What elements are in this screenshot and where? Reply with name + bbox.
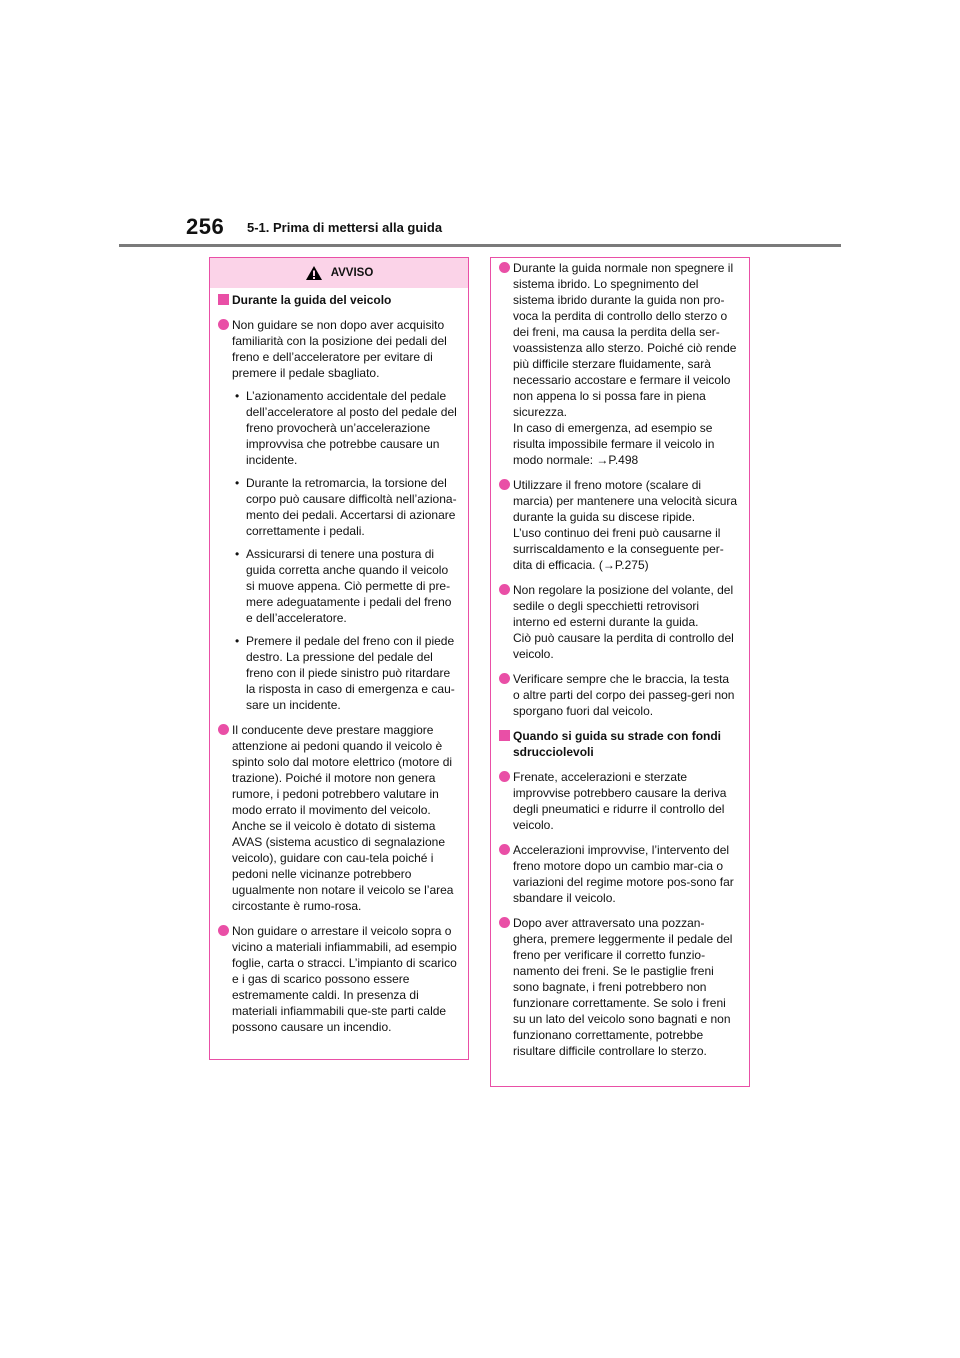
round-bullet-icon (499, 917, 510, 928)
round-bullet-icon (499, 673, 510, 684)
section-heading: Quando si guida su strade con fondi sdrucciolevoli (499, 728, 738, 760)
warning-title: AVVISO (330, 267, 374, 279)
list-item: Non regolare la posizione del volante, del sedile o degli specchietti retrovisori interno ed esterni durante la guida. Ciò può causare la perdita di controllo del veicolo. (499, 582, 738, 662)
round-bullet-icon (499, 262, 510, 273)
list-item: Utilizzare il freno motore (scalare di marcia) per mantenere una velocità sicura durante la guida su discese ripide. L’uso continuo dei freni può causarne il surriscaldamento e la conseguente per-dita di efficacia. (→P.275) (499, 477, 738, 573)
round-bullet-icon (218, 925, 229, 936)
list-item: Dopo aver attraversato una pozzan-ghera, premere leggermente il pedale del freno per verificare il corretto funzio-namento dei freni. Se le pastiglie freni sono bagnate, i freni potrebbero non funzionare correttamente. Se solo i freni su un lato del veicolo sono bagnati e non funzionano correttamente, potrebbe risultare difficile controllare lo sterzo. (499, 915, 738, 1059)
sub-item: • L’azionamento accidentale del pedale dell’acceleratore al posto del pedale del freno provocherà un’accelerazione improvvisa che potrebbe causare un incidente. (235, 389, 457, 467)
list-item: Durante la guida normale non spegnere il sistema ibrido. Lo spegnimento del sistema ibrido durante la guida non pro-voca la perdita di controllo dello sterzo o dei freni, ma causa la perdita della ser-voassistenza allo sterzo. Poiché ciò rende più difficile sterzare fluidamente, sarà necessario accostare e fermare il veicolo non appena lo si possa fare in piena sicurezza. In caso di emergenza, ad esempio se risulta impossibile fermare il veicolo in modo normale: →P.498 (499, 260, 738, 468)
list-item: Verificare sempre che le braccia, la testa o altre parti del corpo dei passeg-geri non sporgano fuori dal veicolo. (499, 671, 738, 719)
warning-box-right (490, 257, 750, 1087)
sub-item: • Assicurarsi di tenere una postura di guida corretta anche quando il veicolo si muove appena. Ciò permette di pre-mere adeguatamente i pedali del freno e dell’acceleratore. (235, 547, 452, 625)
warning-content-right (491, 258, 749, 1059)
small-bullet-icon: • (235, 389, 240, 403)
round-bullet-icon (499, 771, 510, 782)
header-rule (119, 244, 841, 247)
small-bullet-icon: • (235, 476, 240, 490)
round-bullet-icon (499, 844, 510, 855)
warning-content-left (210, 288, 468, 1035)
warning-triangle-icon (305, 265, 323, 281)
list-item: Accelerazioni improvvise, l’intervento del freno motore dopo un cambio mar-cia o variazioni del regime motore pos-sono far sbandare il veicolo. (499, 842, 738, 906)
square-bullet-icon (499, 730, 510, 741)
sub-item: • Durante la retromarcia, la torsione del corpo può causare difficoltà nell’aziona-mento dei pedali. Accertarsi di azionare correttamente i pedali. (235, 476, 457, 538)
list-item: Non guidare se non dopo aver acquisito familiarità con la posizione dei pedali del freno e dell’acceleratore per evitare di premere il pedale sbagliato. • L’azionamento accidentale del pedale dell’acceleratore al posto del pedale del freno provocherà un’accelerazione improvvisa che potrebbe causare un incidente. • Durante la retromarcia, la torsione del corpo può causare difficoltà nell’aziona-mento dei pedali. Accertarsi di azionare correttamente i pedali. • Assicurarsi di tenere una postura di guida corretta anche quando il veicolo si muove appena. Ciò permette di pre-mere adeguatamente i pedali del freno e dell’acceleratore. • Premere il pedale del freno con il piede destro. La pressione del pedale del freno con il piede sinistro può ritardare la risposta in caso di emergenza e cau-sare un incidente. (218, 317, 457, 713)
page-number: 256 (186, 214, 225, 239)
square-bullet-icon (218, 294, 229, 305)
small-bullet-icon: • (235, 634, 240, 648)
list-item: Non guidare o arrestare il veicolo sopra o vicino a materiali infiammabili, ad esempio foglie, carta o stracci. L’impianto di scarico e i gas di scarico possono essere estremamente caldi. In presenza di materiali infiammabili que-ste parti calde possono causare un incendio. (218, 923, 457, 1035)
round-bullet-icon (499, 584, 510, 595)
warning-box-left (209, 257, 469, 1060)
round-bullet-icon (218, 319, 229, 330)
round-bullet-icon (499, 479, 510, 490)
section-heading: Durante la guida del veicolo (218, 292, 457, 308)
round-bullet-icon (218, 724, 229, 735)
section-title: 5-1. Prima di mettersi alla guida (247, 220, 443, 235)
sub-item: • Premere il pedale del freno con il piede destro. La pressione del pedale del freno con il piede sinistro può ritardare la risposta in caso di emergenza e cau-sare un incidente. (235, 634, 455, 712)
warning-header (210, 258, 468, 288)
list-item: Frenate, accelerazioni e sterzate improvvise potrebbero causare la deriva degli pneumatici e ridurre il controllo del veicolo. (499, 769, 738, 833)
list-item: Il conducente deve prestare maggiore attenzione ai pedoni quando il veicolo è spinto solo dal motore elettrico (motore di trazione). Poiché il motore non genera rumore, i pedoni potrebbero valutare in modo errato il movimento del veicolo. Anche se il veicolo è dotato di sistema AVAS (sistema acustico di segnalazione veicolo), guidare con cau-tela poiché i pedoni nelle vicinanze potrebbero ugualmente non notare il veicolo se l’area circostante è rumo-rosa. (218, 722, 457, 914)
small-bullet-icon: • (235, 547, 240, 561)
